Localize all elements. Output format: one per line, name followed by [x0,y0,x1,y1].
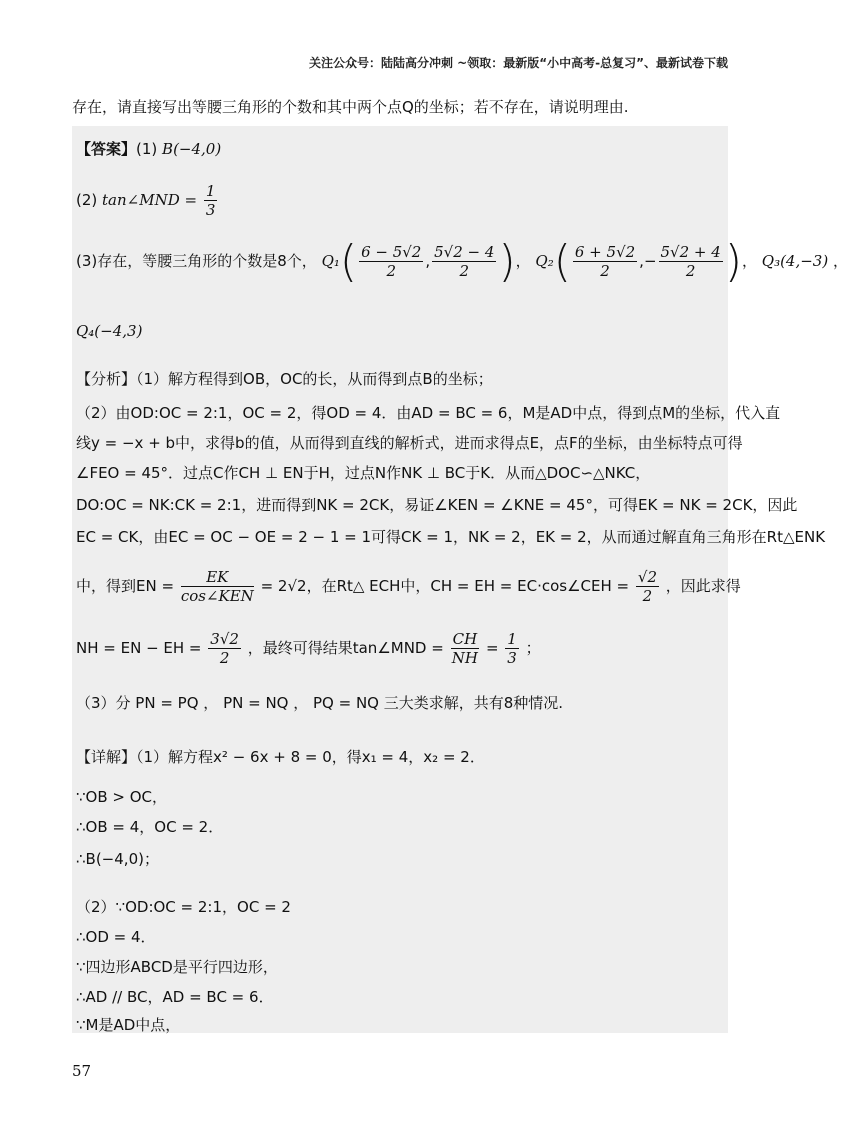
analysis-line: EC = CK，由EC = OC − OE = 2 − 1 = 1可得CK = 1，NK = 2，EK = 2，从而通过解直角三角形在Rt△ENK [76,528,826,546]
numerator: CH [452,630,478,648]
fraction [636,568,659,605]
fraction [208,630,241,667]
question-continuation: 存在，请直接写出等腰三角形的个数和其中两个点Q的坐标；若不存在，请说明理由. [72,98,629,116]
numerator: 5√2 + 4 [660,243,721,261]
paren-open: ( [339,236,358,287]
q2-label: Q₂ [535,252,554,270]
answer-part2 [76,182,219,219]
numerator: 6 − 5√2 [361,243,422,261]
detail-line: ∵M是AD中点， [76,1016,181,1034]
text: ； [525,639,541,657]
numerator: √2 [637,568,657,586]
text: = [485,639,499,657]
analysis-line: ∠FEO = 45°．过点C作CH ⊥ EN于H，过点N作NK ⊥ BC于K．从而△DOC∽△NKC， [76,464,651,482]
denominator: 2 [459,262,470,280]
numerator: 6 + 5√2 [574,243,636,261]
detail-line: ∴B(−4,0)； [76,850,159,868]
detail-line: ∴OD = 4． [76,928,156,946]
fraction [359,243,423,280]
detail-line: ∵四边形ABCD是平行四边形， [76,958,278,976]
text: = 2√2，在Rt△ ECH中，CH = EH = EC·cos∠CEH = [260,577,630,595]
denominator: 2 [600,262,610,280]
q1-label: Q₁ [321,252,340,270]
analysis-line: 【分析】（1）解方程得到OB，OC的长，从而得到点B的坐标； [76,370,493,388]
paren-close: ) [498,236,516,287]
analysis-line: （3）分 PN = PQ ， PN = NQ ， PQ = NQ 三大类求解，共有8种情况. [76,694,564,712]
detail-line: ∵OB > OC， [76,788,168,806]
denominator: 2 [685,262,696,280]
fraction [181,568,254,605]
paren-open: ( [553,236,571,287]
q4-point: Q₄(−4,3) [76,322,143,340]
fraction [505,630,519,667]
page-header: 关注公众号：陆陆高分冲刺 ~领取：最新版“小中高考-总复习”、最新试卷下载 [309,56,728,70]
part-number: (1) [136,140,158,158]
answer-1-value: B(−4,0) [162,140,222,158]
answer-label: 【答案】 [76,140,137,158]
numerator: 1 [205,182,216,200]
q3-point: Q₃(4,−3) [761,252,829,270]
denominator: 2 [386,262,396,280]
numerator: 5√2 − 4 [434,243,495,261]
analysis-line: （2）由OD:OC = 2:1，OC = 2，得OD = 4．由AD = BC = 6，M是AD中点，得到点M的坐标，代入直 [76,404,781,422]
fraction [573,243,637,280]
analysis-line: 线y = −x + b中，求得b的值，从而得到直线的解析式，进而求得点E，点F的坐标，由坐标特点可得 [76,434,743,452]
analysis-line: DO:OC = NK:CK = 2:1，进而得到NK = 2CK，易证∠KEN = ∠KNE = 45°，可得EK = NK = 2CK，因此 [76,496,798,514]
answer-part3: (3)存在，等腰三角形的个数是8个， Q₁( $\frac{6 - 5√2}{2}$ , $\frac{5√2 - 4}{2}$ )， Q₂( $\frac{6 + 5√2}{2}$ ,− $\frac{5√2 + 4}{2}$ )， Q₃(4,−3) ， [76,236,848,287]
denominator: 2 [219,649,230,667]
numerator: 1 [507,630,517,648]
detail-line: ∴OB = 4，OC = 2． [76,818,224,836]
fraction [659,243,723,280]
answer-part1 [76,138,221,159]
denominator: cos∠KEN [180,587,254,605]
text: NH = EN − EH = [76,639,202,657]
answer-2-expr: tan∠MND = [102,191,198,209]
analysis-line [76,568,741,605]
numerator: EK [181,568,254,587]
fraction [451,630,480,667]
fraction [204,182,218,219]
detail-line: ∴AD // BC，AD = BC = 6． [76,988,274,1006]
denominator: 2 [642,587,653,605]
text: ，最终可得结果tan∠MND = [247,639,444,657]
detail-line: 【详解】（1）解方程x² − 6x + 8 = 0，得x₁ = 4，x₂ = 2． [76,748,485,766]
text: ，因此求得 [665,577,741,595]
numerator: 3√2 [210,630,239,648]
detail-line: （2）∵OD:OC = 2:1，OC = 2 [76,898,291,916]
paren-close: ) [724,236,742,287]
fraction [432,243,496,280]
analysis-line [76,630,541,667]
denominator: NH [451,649,478,667]
denominator: 3 [205,201,216,219]
part-number: (2) [76,191,98,209]
text: 中，得到EN = [76,577,175,595]
page-number: 57 [72,1062,92,1080]
denominator: 3 [507,649,517,667]
answer-3-text: (3)存在，等腰三角形的个数是8个， [76,252,317,270]
